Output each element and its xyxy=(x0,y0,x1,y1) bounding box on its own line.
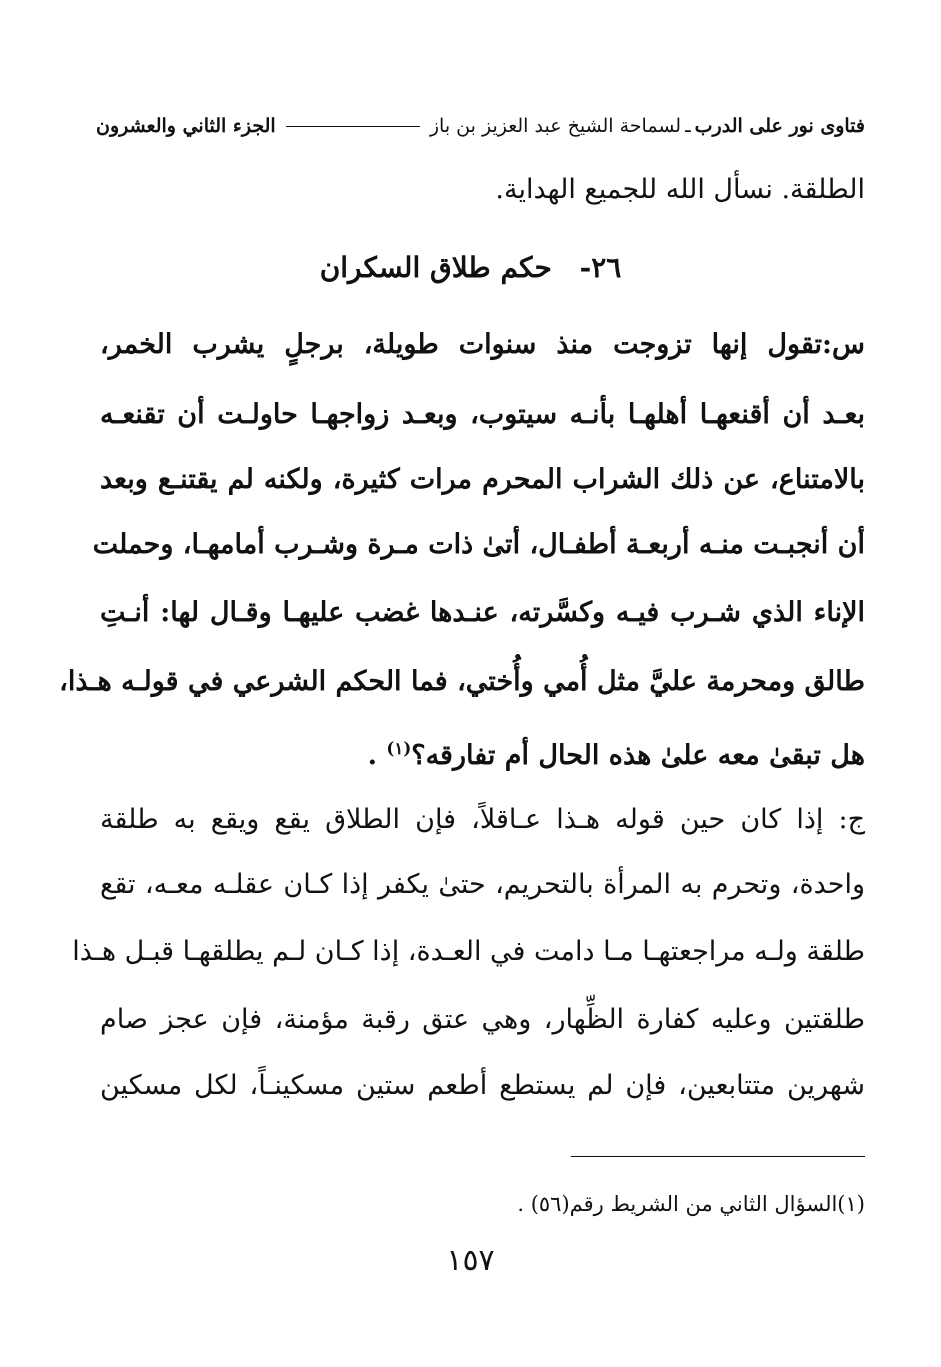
running-header xyxy=(96,108,865,144)
question-line: طالق ومحرمة عليَّ مثل أُمي وأُختي، فما الحكم الشرعي في قولـه هـذا، xyxy=(59,666,865,697)
footnote-text: (١)السؤال الثاني من الشريط رقم(٥٦) . xyxy=(517,1192,865,1216)
volume-label: الجزء الثاني والعشرون xyxy=(96,115,276,137)
question-last-line xyxy=(100,728,865,776)
answer-line: ج: إذا كان حين قوله هـذا عـاقلاً، فإن الطلاق يقع ويقع به طلقة xyxy=(100,804,865,835)
answer-line: شهرين متتابعين، فإن لم يستطع أطعم ستين مسكينـاً، لكل مسكين xyxy=(100,1070,865,1101)
intro-line: الطلقة. نسأل الله للجميع الهداية. xyxy=(495,174,865,205)
question-line: الإناء الذي شـرب فيـه وكسَّرته، عنـدها غضب عليهـا وقـال لها: أنـتِ xyxy=(100,597,865,628)
question-line: بالامتناع، عن ذلك الشراب المحرم مرات كثيرة، ولكنه لم يقتنـع وبعد xyxy=(100,464,865,495)
page-number: ١٥٧ xyxy=(446,1243,495,1278)
question-line: أن أنجبـت منـه أربعـة أطفـال، أتىٰ ذات مـرة وشـرب أمامهـا، وحملت xyxy=(92,529,865,560)
question-text: هل تبقىٰ معه علىٰ هذه الحال أم تفارقه؟ xyxy=(411,740,865,771)
header-separator: ـ xyxy=(685,115,691,137)
author-name: لسماحة الشيخ عبد العزيز بن باز xyxy=(429,115,682,137)
question-line: بعـد أن أقنعهـا أهلهـا بأنـه سيتوب، وبعـد زواجهـا حاولـت أن تقنعـه xyxy=(100,399,865,430)
answer-line: طلقتين وعليه كفارة الظِّهار، وهي عتق رقبة مؤمنة، فإن عجز صام xyxy=(100,1004,865,1035)
footnote-separator xyxy=(571,1156,865,1157)
question-line: س:تقول إنها تزوجت منذ سنوات طويلة، برجلٍ يشرب الخمر، xyxy=(100,329,865,360)
header-rule xyxy=(286,126,420,127)
footnote-reference: (١) xyxy=(386,738,412,758)
section-number: ٢٦- xyxy=(579,251,622,284)
section-heading xyxy=(76,246,865,290)
question-end: . xyxy=(367,740,377,771)
answer-line: واحدة، وتحرم به المرأة بالتحريم، حتىٰ يكفر إذا كـان عقلـه معـه، تقع xyxy=(100,869,865,900)
section-title: حكم طلاق السكران xyxy=(319,251,552,284)
answer-line: طلقة ولـه مراجعتهـا مـا دامت في العـدة، إذا كـان لـم يطلقهـا قبـل هـذا xyxy=(72,936,865,967)
book-title: فتاوى نور على الدرب xyxy=(694,115,865,137)
